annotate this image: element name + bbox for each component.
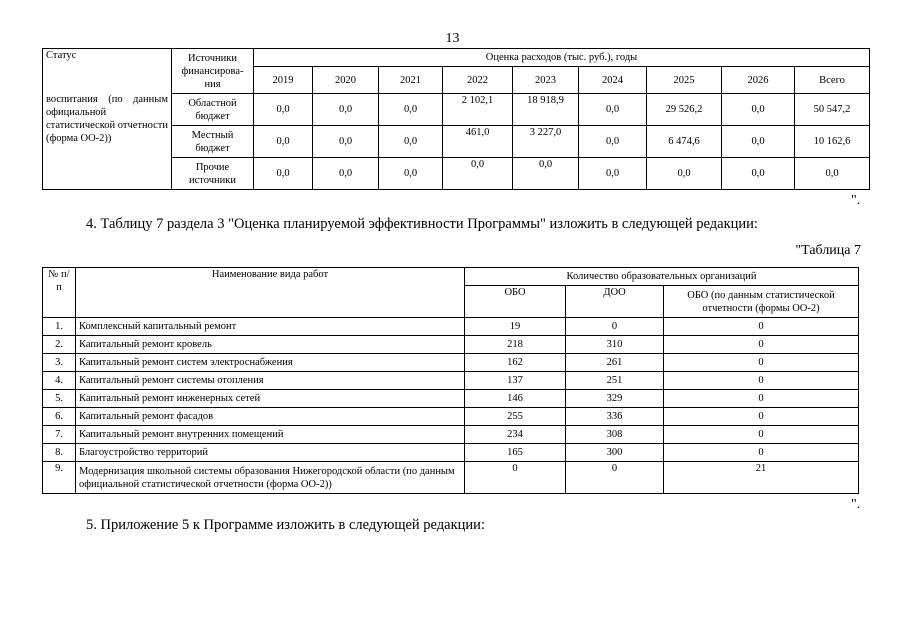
obo-stat-header: ОБО (по данным статистической отчетности (формы ОО-2) xyxy=(664,286,859,318)
works-table xyxy=(42,267,859,494)
row-num: 7. xyxy=(43,426,76,444)
page-number: 13 xyxy=(445,31,460,46)
closing-quote: ". xyxy=(851,497,861,512)
value-cell: 0,0 xyxy=(795,158,870,190)
table-row xyxy=(43,462,859,494)
row-name: Благоустройство территорий xyxy=(76,444,465,462)
row-doo: 329 xyxy=(566,390,664,408)
row-doo: 261 xyxy=(566,354,664,372)
table-row xyxy=(43,372,859,390)
value-cell: 0,0 xyxy=(579,94,647,126)
year-header: 2024 xyxy=(579,67,647,94)
value-cell: 0,0 xyxy=(647,158,722,190)
year-header: 2021 xyxy=(379,67,443,94)
value-cell: 0,0 xyxy=(579,126,647,158)
row-obo: 19 xyxy=(465,318,566,336)
value-cell: 0,0 xyxy=(722,94,795,126)
row-name: Капитальный ремонт фасадов xyxy=(76,408,465,426)
source-header: Источники финансирова-ния xyxy=(172,49,254,94)
name-header: Наименование вида работ xyxy=(76,268,465,318)
row-obo: 146 xyxy=(465,390,566,408)
row-name: Комплексный капитальный ремонт xyxy=(76,318,465,336)
status-cell xyxy=(43,49,172,190)
source-cell: Областной бюджет xyxy=(172,94,254,126)
row-doo: 251 xyxy=(566,372,664,390)
row-doo: 0 xyxy=(566,462,664,494)
value-cell: 2 102,1 xyxy=(443,94,513,126)
value-cell: 29 526,2 xyxy=(647,94,722,126)
row-obo-stat: 0 xyxy=(664,372,859,390)
value-cell: 0,0 xyxy=(443,158,513,190)
row-name: Модернизация школьной системы образования Нижегородской области (по данным официальной статистической отчетности (форма ОО-2)) xyxy=(76,462,465,494)
obo-header: ОБО xyxy=(465,286,566,318)
row-obo-stat: 0 xyxy=(664,444,859,462)
row-num: 6. xyxy=(43,408,76,426)
value-cell: 461,0 xyxy=(443,126,513,158)
table-row xyxy=(43,318,859,336)
value-cell: 6 474,6 xyxy=(647,126,722,158)
row-name: Капитальный ремонт инженерных сетей xyxy=(76,390,465,408)
value-cell: 3 227,0 xyxy=(513,126,579,158)
row-num: 1. xyxy=(43,318,76,336)
year-header: 2019 xyxy=(254,67,313,94)
row-obo-stat: 0 xyxy=(664,318,859,336)
table-row xyxy=(43,390,859,408)
source-cell: Местный бюджет xyxy=(172,126,254,158)
value-cell: 0,0 xyxy=(379,126,443,158)
row-obo-stat: 0 xyxy=(664,408,859,426)
row-obo: 137 xyxy=(465,372,566,390)
value-cell: 0,0 xyxy=(313,94,379,126)
row-obo: 162 xyxy=(465,354,566,372)
table-row xyxy=(43,336,859,354)
value-cell: 0,0 xyxy=(254,126,313,158)
value-cell: 0,0 xyxy=(579,158,647,190)
table-row xyxy=(43,354,859,372)
year-header: 2022 xyxy=(443,67,513,94)
table-row xyxy=(43,444,859,462)
value-cell: 0,0 xyxy=(313,126,379,158)
row-obo-stat: 21 xyxy=(664,462,859,494)
row-obo-stat: 0 xyxy=(664,390,859,408)
row-obo-stat: 0 xyxy=(664,336,859,354)
table-row xyxy=(43,426,859,444)
row-obo: 0 xyxy=(465,462,566,494)
status-text: воспитания (по данным официальной статистической отчетности (форма ОО-2)) xyxy=(46,94,168,144)
status-header: Статус xyxy=(46,50,77,61)
row-doo: 300 xyxy=(566,444,664,462)
table-caption: "Таблица 7 xyxy=(795,243,861,258)
row-num: 8. xyxy=(43,444,76,462)
row-obo: 165 xyxy=(465,444,566,462)
row-doo: 336 xyxy=(566,408,664,426)
closing-quote: ". xyxy=(851,193,861,208)
paragraph-4: 4. Таблицу 7 раздела 3 "Оценка планируемой эффективности Программы" изложить в следующей редакции: xyxy=(86,216,758,232)
row-name: Капитальный ремонт системы отопления xyxy=(76,372,465,390)
value-cell: 0,0 xyxy=(254,158,313,190)
value-cell: 0,0 xyxy=(313,158,379,190)
value-cell: 18 918,9 xyxy=(513,94,579,126)
num-header: № п/п xyxy=(43,268,76,318)
value-cell: 0,0 xyxy=(379,94,443,126)
row-name: Капитальный ремонт кровель xyxy=(76,336,465,354)
expenses-table xyxy=(42,48,870,190)
value-cell: 0,0 xyxy=(254,94,313,126)
value-cell: 0,0 xyxy=(379,158,443,190)
row-obo: 234 xyxy=(465,426,566,444)
source-cell: Прочие источники xyxy=(172,158,254,190)
total-header: Всего xyxy=(795,67,870,94)
value-cell: 0,0 xyxy=(513,158,579,190)
year-header: 2026 xyxy=(722,67,795,94)
row-obo: 218 xyxy=(465,336,566,354)
row-doo: 308 xyxy=(566,426,664,444)
count-header: Количество образовательных организаций xyxy=(465,268,859,286)
value-cell: 50 547,2 xyxy=(795,94,870,126)
row-obo: 255 xyxy=(465,408,566,426)
year-header: 2020 xyxy=(313,67,379,94)
year-header: 2023 xyxy=(513,67,579,94)
value-cell: 10 162,6 xyxy=(795,126,870,158)
row-num: 5. xyxy=(43,390,76,408)
table-row xyxy=(43,408,859,426)
estimate-header: Оценка расходов (тыс. руб.), годы xyxy=(254,49,870,67)
paragraph-5: 5. Приложение 5 к Программе изложить в следующей редакции: xyxy=(86,517,485,533)
row-obo-stat: 0 xyxy=(664,426,859,444)
row-num: 3. xyxy=(43,354,76,372)
row-doo: 0 xyxy=(566,318,664,336)
row-obo-stat: 0 xyxy=(664,354,859,372)
row-name: Капитальный ремонт систем электроснабжения xyxy=(76,354,465,372)
value-cell: 0,0 xyxy=(722,126,795,158)
doo-header: ДОО xyxy=(566,286,664,318)
row-doo: 310 xyxy=(566,336,664,354)
value-cell: 0,0 xyxy=(722,158,795,190)
row-num: 2. xyxy=(43,336,76,354)
year-header: 2025 xyxy=(647,67,722,94)
row-num: 4. xyxy=(43,372,76,390)
row-num: 9. xyxy=(43,462,76,494)
row-name: Капитальный ремонт внутренних помещений xyxy=(76,426,465,444)
